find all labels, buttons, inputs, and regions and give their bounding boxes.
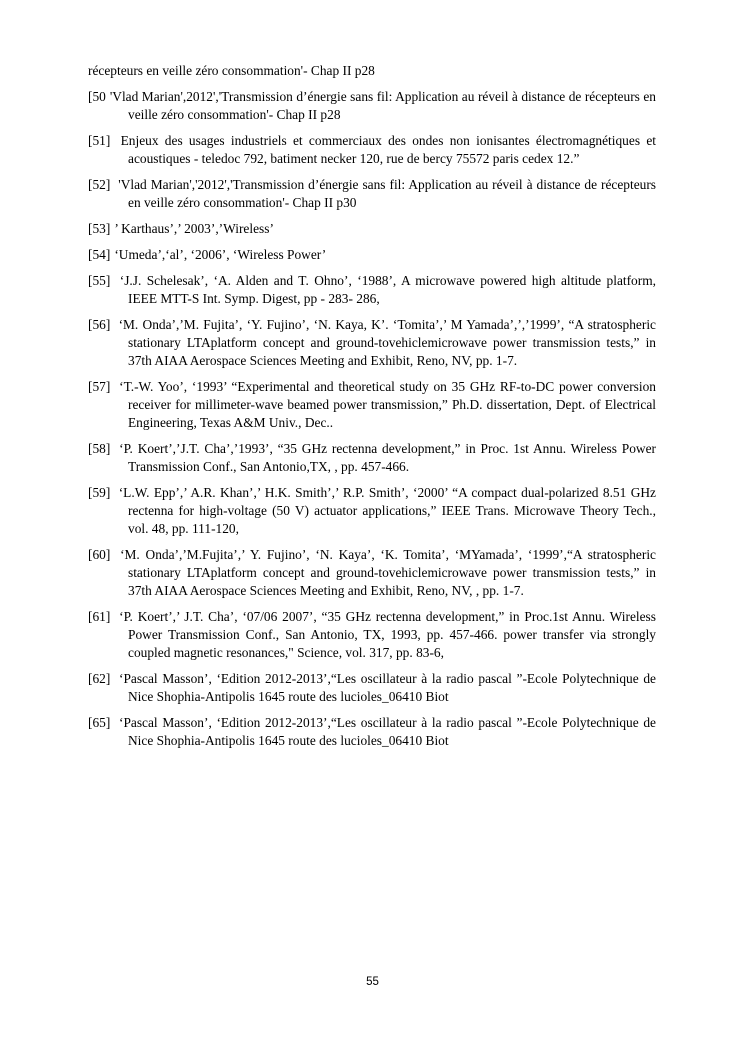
reference-text: Enjeux des usages industriels et commerciaux des ondes non ionisantes électromagnétiques et acoustiques - teledoc 792, batiment necker 120, rue de bercy 75572 paris cedex 12.” bbox=[120, 133, 656, 166]
reference-number: [58] bbox=[88, 441, 111, 456]
reference-item bbox=[88, 246, 656, 264]
references-section bbox=[88, 62, 656, 758]
reference-item bbox=[88, 176, 656, 212]
reference-number: [65] bbox=[88, 715, 111, 730]
reference-text: ‘Pascal Masson’, ‘Edition 2012-2013’,“Les oscillateur à la radio pascal ”-Ecole Polytechnique de Nice Shophia-Antipolis 1645 route des lucioles_06410 Biot bbox=[118, 671, 656, 704]
reference-item bbox=[88, 272, 656, 308]
reference-item bbox=[88, 378, 656, 432]
reference-text: 'Vlad Marian','2012','Transmission d’énergie sans fil: Application au réveil à distance de récepteurs en veille zéro consommation'- Chap II p30 bbox=[118, 177, 656, 210]
reference-text: ‘J.J. Schelesak’, ‘A. Alden and T. Ohno’, ‘1988’, A microwave powered high altitude platform, IEEE MTT-S Int. Symp. Digest, pp - 283- 286, bbox=[119, 273, 656, 306]
reference-item bbox=[88, 316, 656, 370]
reference-text: ‘Umeda’,‘al’, ‘2006’, ‘Wireless Power’ bbox=[114, 247, 327, 262]
reference-text: ‘L.W. Epp’,’ A.R. Khan’,’ H.K. Smith’,’ R.P. Smith’, ‘2000’ “A compact dual-polarized 8.51 GHz rectenna for high-voltage (50 V) actuator applications,” IEEE Trans. Microwave Theory Tech., vol. 48, pp. 111-120, bbox=[118, 485, 656, 536]
reference-item bbox=[88, 88, 656, 124]
reference-item bbox=[88, 546, 656, 600]
reference-item bbox=[88, 670, 656, 706]
page-number: 55 bbox=[366, 976, 379, 988]
reference-item bbox=[88, 220, 656, 238]
reference-item bbox=[88, 608, 656, 662]
reference-text: ‘P. Koert’,’J.T. Cha’,’1993’, “35 GHz rectenna development,” in Proc. 1st Annu. Wireless Power Transmission Conf., San Antonio,TX, , pp. 457-466. bbox=[119, 441, 656, 474]
reference-number: [52] bbox=[88, 177, 111, 192]
reference-number: [50 bbox=[88, 89, 106, 104]
reference-number: [59] bbox=[88, 485, 111, 500]
reference-text: ‘Pascal Masson’, ‘Edition 2012-2013’,“Les oscillateur à la radio pascal ”-Ecole Polytechnique de Nice Shophia-Antipolis 1645 route des lucioles_06410 Biot bbox=[118, 715, 656, 748]
reference-text: ‘M. Onda’,’M. Fujita’, ‘Y. Fujino’, ‘N. Kaya, K’. ‘Tomita’,’ M Yamada’,’,’1999’, “A stratospheric stationary LTAplatform concept and ground-tovehiclemicrowave power transmission tests,” in 37th AIAA Aerospace Sciences Meeting and Exhibit, Reno, NV, pp. 1-7. bbox=[118, 317, 656, 368]
reference-text: 'Vlad Marian',2012','Transmission d’énergie sans fil: Application au réveil à distance de récepteurs en veille zéro consommation'- Chap II p28 bbox=[109, 89, 656, 122]
reference-item bbox=[88, 484, 656, 538]
reference-number: [56] bbox=[88, 317, 111, 332]
reference-text: ‘P. Koert’,’ J.T. Cha’, ‘07/06 2007’, “35 GHz rectenna development,” in Proc.1st Annu. Wireless Power Transmission Conf., San Antonio, TX, 1993, pp. 457-466. power transfer via strongly coupled magnetic resonances," Science, vol. 317, pp. 83-6, bbox=[119, 609, 656, 660]
reference-number: [61] bbox=[88, 609, 111, 624]
reference-text: ‘T.-W. Yoo’, ‘1993’ “Experimental and theoretical study on 35 GHz RF-to-DC power conversion receiver for millimeter-wave beamed power transmission,” Ph.D. dissertation, Dept. of Electrical Engineering, Texas A&M Univ., Dec.. bbox=[119, 379, 656, 430]
reference-number: [53] bbox=[88, 221, 111, 236]
reference-item bbox=[88, 440, 656, 476]
reference-item bbox=[88, 132, 656, 168]
reference-number: [55] bbox=[88, 273, 111, 288]
reference-number: [60] bbox=[88, 547, 111, 562]
reference-number: [62] bbox=[88, 671, 111, 686]
reference-number: [57] bbox=[88, 379, 111, 394]
reference-item bbox=[88, 714, 656, 750]
reference-number: [54] bbox=[88, 247, 111, 262]
reference-number: [51] bbox=[88, 133, 111, 148]
reference-text: ’ Karthaus’,’ 2003’,’Wireless’ bbox=[114, 221, 274, 236]
continued-reference-line: récepteurs en veille zéro consommation'- Chap II p28 bbox=[88, 63, 375, 78]
reference-text: ‘M. Onda’,’M.Fujita’,’ Y. Fujino’, ‘N. Kaya’, ‘K. Tomita’, ‘MYamada’, ‘1999’,“A stratospheric stationary LTAplatform concept and ground-tovehiclemicrowave power transmission tests,” in 37th AIAA Aerospace Sciences Meeting and Exhibit, Reno, NV, , pp. 1-7. bbox=[120, 547, 656, 598]
